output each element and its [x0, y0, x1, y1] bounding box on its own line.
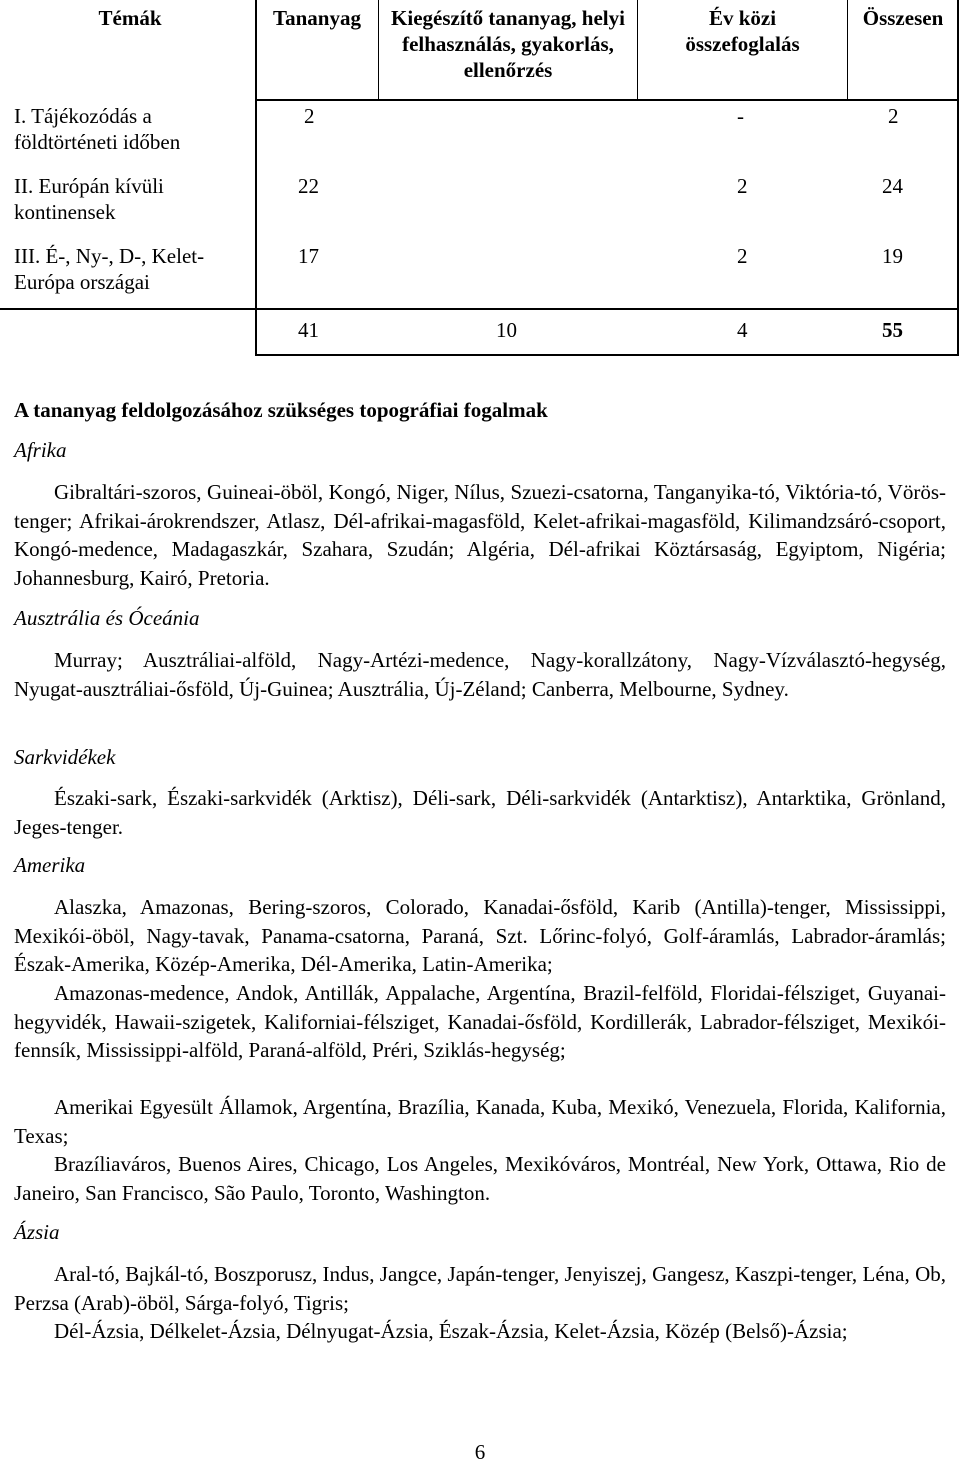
row-review: - — [737, 104, 744, 128]
summary-table — [0, 0, 960, 356]
row-topic: III. É-, Ny-, D-, Kelet-Európa országai — [14, 244, 205, 294]
heading-sarkvidekek: Sarkvidékek — [14, 745, 116, 769]
page-number: 6 — [474, 1440, 486, 1464]
row-lessons: 22 — [298, 174, 319, 198]
row-topic: II. Európán kívüli kontinensek — [14, 174, 164, 224]
paragraph-amerika-4: Brazíliaváros, Buenos Aires, Chicago, Los Angeles, Mexikóváros, Montréal, New York, Ottawa, Rio de Janeiro, San Francisco, São Paulo, Toronto, Washington. — [14, 1152, 946, 1205]
paragraph-amerika-2: Amazonas-medence, Andok, Antillák, Appalache, Argentína, Brazil-felföld, Floridai-félsziget, Guyanai-hegyvidék, Hawaii-szigetek, Kaliforniai-félsziget, Kanadai-ősföld, Kordillerák, Labrador-félsziget, Mexikói-fennsík, Mississippi-alföld, Paraná-alföld, Préri, Sziklás-hegység; — [14, 981, 946, 1062]
paragraph-afrika: Gibraltári-szoros, Guineai-öböl, Kongó, Niger, Nílus, Szuezi-csatorna, Tanganyika-tó, Viktória-tó, Vörös-tenger; Afrikai-árokrendszer, Atlasz, Dél-afrikai-magasföld, Kelet-afrikai-magasföld, Kilimandzsáró-csoport, Kongó-medence, Madagaszkár, Szahara, Szudán; Algéria, Dél-afrikai Köztársaság, Egyiptom, Nigéria; Johannesburg, Kairó, Pretoria. — [14, 480, 946, 590]
table-header-rule — [255, 99, 959, 101]
table-col-divider — [378, 0, 379, 100]
row-lessons: 2 — [304, 104, 315, 128]
totals-review: 4 — [737, 318, 748, 342]
heading-amerika: Amerika — [14, 853, 86, 877]
section-title: A tananyag feldolgozásához szükséges topográfiai fogalmak — [14, 398, 548, 422]
table-border-right — [957, 0, 959, 356]
paragraph-amerika-1: Alaszka, Amazonas, Bering-szoros, Colorado, Kanadai-ősföld, Karib (Antilla)-tenger, Mississippi, Mexikói-öböl, Nagy-tavak, Panama-csatorna, Paraná, Szt. Lőrinc-folyó, Golf-áramlás, Labrador-áramlás; Észak-Amerika, Közép-Amerika, Dél-Amerika, Latin-Amerika; — [14, 895, 946, 976]
row-topic: I. Tájékozódás a földtörténeti időben — [14, 104, 181, 154]
heading-azsia: Ázsia — [14, 1220, 60, 1244]
paragraph-ausztralia: Murray; Ausztráliai-alföld, Nagy-Artézi-medence, Nagy-korallzátony, Nagy-Vízválasztó-hegység, Nyugat-ausztráliai-ősföld, Új-Guinea; Ausztrália, Új-Zéland; Canberra, Melbourne, Sydney. — [14, 648, 946, 701]
heading-ausztralia: Ausztrália és Óceánia — [14, 606, 200, 630]
table-totals-rule — [0, 308, 959, 310]
table-col-divider — [847, 0, 848, 100]
row-review: 2 — [737, 244, 748, 268]
totals-total: 55 — [882, 318, 903, 342]
row-lessons: 17 — [298, 244, 319, 268]
paragraph-amerika-3: Amerikai Egyesült Államok, Argentína, Brazília, Kanada, Kuba, Mexikó, Venezuela, Florida, Kalifornia, Texas; — [14, 1095, 946, 1148]
totals-supplementary: 10 — [496, 318, 517, 342]
totals-lessons: 41 — [298, 318, 319, 342]
table-bottom-rule — [255, 354, 959, 356]
table-col-divider — [637, 0, 638, 100]
header-total: Összesen — [862, 6, 944, 30]
row-total: 24 — [882, 174, 903, 198]
header-lessons: Tananyag — [273, 6, 361, 30]
row-total: 19 — [882, 244, 903, 268]
row-total: 2 — [888, 104, 899, 128]
table-border-left — [255, 0, 257, 356]
paragraph-azsia-2: Dél-Ázsia, Délkelet-Ázsia, Délnyugat-Ázsia, Észak-Ázsia, Kelet-Ázsia, Közép (Belső)-Ázsia; — [54, 1319, 848, 1343]
row-review: 2 — [737, 174, 748, 198]
header-review: Év közi összefoglalás — [685, 6, 800, 56]
paragraph-sarkvidekek: Északi-sark, Északi-sarkvidék (Arktisz), Déli-sark, Déli-sarkvidék (Antarktisz), Antarktika, Grönland, Jeges-tenger. — [14, 786, 946, 839]
paragraph-azsia-1: Aral-tó, Bajkál-tó, Boszporusz, Indus, Jangce, Japán-tenger, Jenyiszej, Gangesz, Kaszpi-tenger, Léna, Ob, Perzsa (Arab)-öböl, Sárga-folyó, Tigris; — [14, 1262, 946, 1315]
header-supplementary: Kiegészítő tananyag, helyi felhasználás, gyakorlás, ellenőrzés — [391, 6, 625, 82]
header-topics: Témák — [98, 6, 162, 30]
heading-afrika: Afrika — [14, 438, 67, 462]
